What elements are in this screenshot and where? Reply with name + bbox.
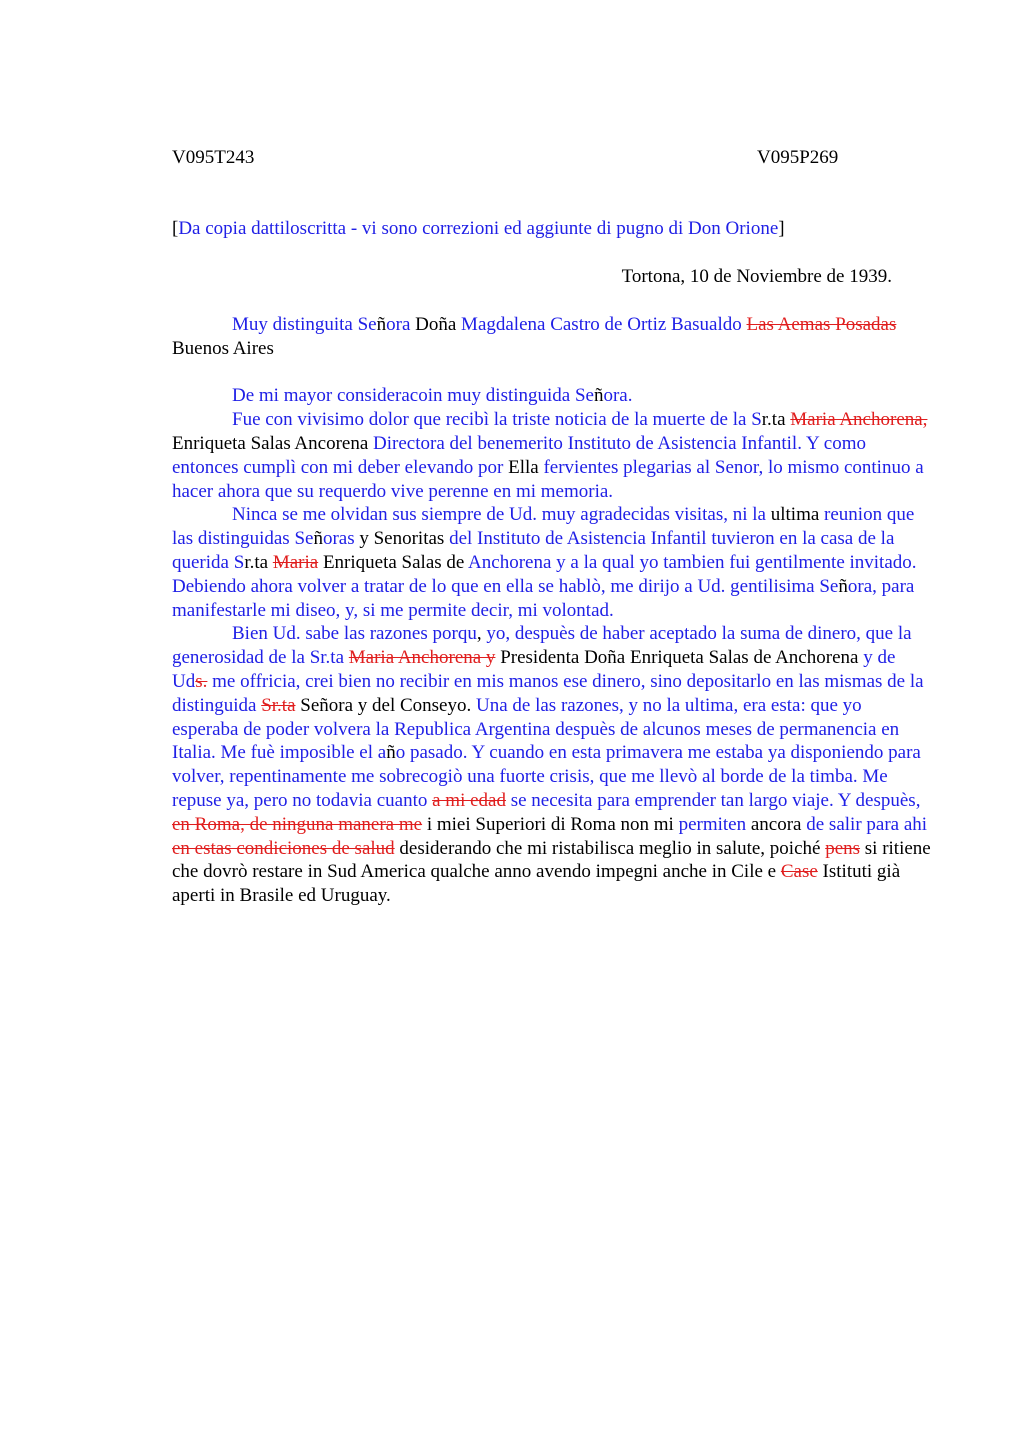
deleted-text-run: Maria Anchorena, bbox=[790, 409, 928, 431]
deleted-text-run: Las Aemas Posadas bbox=[746, 314, 897, 335]
letter-body bbox=[172, 313, 932, 908]
blue-text-run: Una de las razones, y no la ultima, era esta: que yo esperaba de poder volvera la Republica Argentina despuès de alcunos meses de permanencia en Italia. Me fuè imposible el a bbox=[172, 694, 900, 764]
black-text-run: ñ bbox=[376, 314, 387, 335]
black-text-run: i miei Superiori di Roma non mi bbox=[422, 813, 679, 835]
deleted-text-run: Maria bbox=[272, 551, 319, 573]
blue-text-run: permiten bbox=[678, 813, 751, 835]
black-text-run: Presidenta Doña Enriqueta Salas de Anchorena bbox=[495, 647, 864, 669]
black-text-run: si ritiene che dovrò restare in Sud America qualche anno avendo impegni anche in Cile e bbox=[172, 837, 931, 883]
blue-text-run: ora. bbox=[603, 385, 633, 407]
salutation-address bbox=[172, 313, 932, 361]
blue-text-run: fervientes plegarias al Senor, lo mismo continuo a hacer ahora que su requerdo vive perenne en mi memoria. bbox=[172, 456, 924, 502]
transcription-note bbox=[172, 217, 785, 241]
deleted-text-run: en Roma, de ninguna manera me bbox=[172, 813, 423, 835]
blue-text-run: yo, despuès de haber aceptado la suma de dinero, que la generosidad de la Sr.ta bbox=[172, 623, 912, 669]
deleted-text-run: pens bbox=[825, 837, 861, 859]
deleted-text-run: s. bbox=[195, 670, 208, 692]
blue-text-run: Bien Ud. sabe las razones porqu bbox=[232, 623, 477, 645]
paragraph-visits bbox=[172, 503, 932, 622]
black-text-run: ñ bbox=[593, 385, 604, 407]
black-text-run: ancora bbox=[750, 813, 807, 835]
black-text-run: Buenos Aires bbox=[172, 337, 274, 359]
paragraph-gap bbox=[172, 361, 932, 385]
blue-text-run: S bbox=[233, 551, 245, 573]
black-text-run: , bbox=[476, 623, 487, 645]
blue-text-run: oras bbox=[322, 528, 360, 550]
black-text-run: ultima bbox=[770, 504, 825, 526]
blue-text-run: se necesita para emprender tan largo viaje. Y despuès, bbox=[505, 789, 921, 811]
blue-text-run: ora bbox=[386, 314, 416, 335]
blue-text-run: Ninca se me olvidan sus siempre de Ud. muy agradecidas visitas, ni la bbox=[232, 504, 771, 526]
black-text-run: r.ta bbox=[244, 551, 273, 573]
deleted-text-run: en estas condiciones de salud bbox=[172, 837, 395, 859]
black-text-run: y Senoritas bbox=[359, 528, 450, 550]
blue-text-run: Magdalena Castro de Ortiz Basualdo bbox=[461, 314, 747, 335]
black-text-run: Señora y del Conseyo. bbox=[295, 694, 476, 716]
blue-text-run: y de Ud bbox=[172, 647, 896, 692]
deleted-text-run: a mi edad bbox=[432, 789, 506, 811]
black-text-run: Enriqueta Salas de bbox=[318, 551, 469, 573]
black-text-run: ñ bbox=[313, 528, 323, 550]
black-text-run: Doña bbox=[415, 314, 462, 335]
black-text-run: desiderando che mi ristabilisca meglio in salute, poiché bbox=[394, 837, 826, 859]
black-text-run: Enriqueta Salas Ancorena bbox=[172, 432, 374, 454]
black-text-run: Istituti già aperti in Brasile ed Uruguay. bbox=[172, 861, 901, 907]
blue-text-run: del Instituto de Asistencia Infantil tuvieron en la casa de la querida bbox=[172, 528, 895, 573]
note-text: Da copia dattiloscritta - vi sono correzioni ed aggiunte di pugno di Don Orione bbox=[178, 218, 779, 239]
blue-text-run: ora, para manifestarle mi diseo, y, si me permite decir, mi volontad. bbox=[172, 575, 915, 621]
document-code-left: V095T243 bbox=[172, 147, 255, 168]
deleted-text-run: Sr.ta bbox=[261, 694, 296, 716]
black-text-run: ñ bbox=[838, 575, 848, 597]
note-close-bracket: ] bbox=[778, 218, 785, 239]
blue-text-run: S bbox=[751, 409, 762, 431]
blue-text-run: reunion que las distinguidas Se bbox=[172, 504, 915, 550]
blue-text-run: Anchorena y a la qual yo tambien fui gentilmente invitado. Debiendo ahora volver a tratar de lo que en ella se hablò, me dirijo a Ud. gentilisima Se bbox=[172, 551, 917, 597]
blue-text-run: Muy distinguita Se bbox=[232, 314, 377, 335]
black-text-run: ñ bbox=[386, 742, 396, 764]
greeting bbox=[172, 384, 932, 408]
blue-text-run: Directora del benemerito Instituto de Asistencia Infantil. Y como entonces cumplì con mi deber elevando por bbox=[172, 432, 866, 478]
blue-text-run: me offricia, crei bien no recibir en mis manos ese dinero, sino depositarlo en las mismas de la distinguida bbox=[172, 670, 924, 716]
page-code-right: V095P269 bbox=[757, 147, 839, 168]
black-text-run: Ella bbox=[508, 456, 544, 478]
deleted-text-run: Maria Anchorena y bbox=[348, 647, 496, 669]
blue-text-run: Fue con vivisimo dolor que recibì la triste noticia de la muerte de la bbox=[232, 409, 752, 431]
blue-text-run: de salir para ahi bbox=[806, 813, 928, 835]
blue-text-run: De mi mayor consideracoin muy distinguida Se bbox=[232, 385, 594, 407]
paragraph-condolence bbox=[172, 408, 932, 503]
paragraph-reasons bbox=[172, 622, 932, 908]
deleted-text-run: Case bbox=[780, 861, 818, 883]
blue-text-run: o pasado. Y cuando en esta primavera me estaba ya disponiendo para volver, repentinamente me sobrecogiò una fuorte crisis, que me llevò al borde de la timba. Me repuse ya, pero no todavia cuanto bbox=[172, 742, 921, 811]
letter-date: Tortona, 10 de Noviembre de 1939. bbox=[621, 266, 892, 287]
note-open-bracket: [ bbox=[172, 218, 179, 239]
black-text-run: r.ta bbox=[761, 409, 791, 431]
